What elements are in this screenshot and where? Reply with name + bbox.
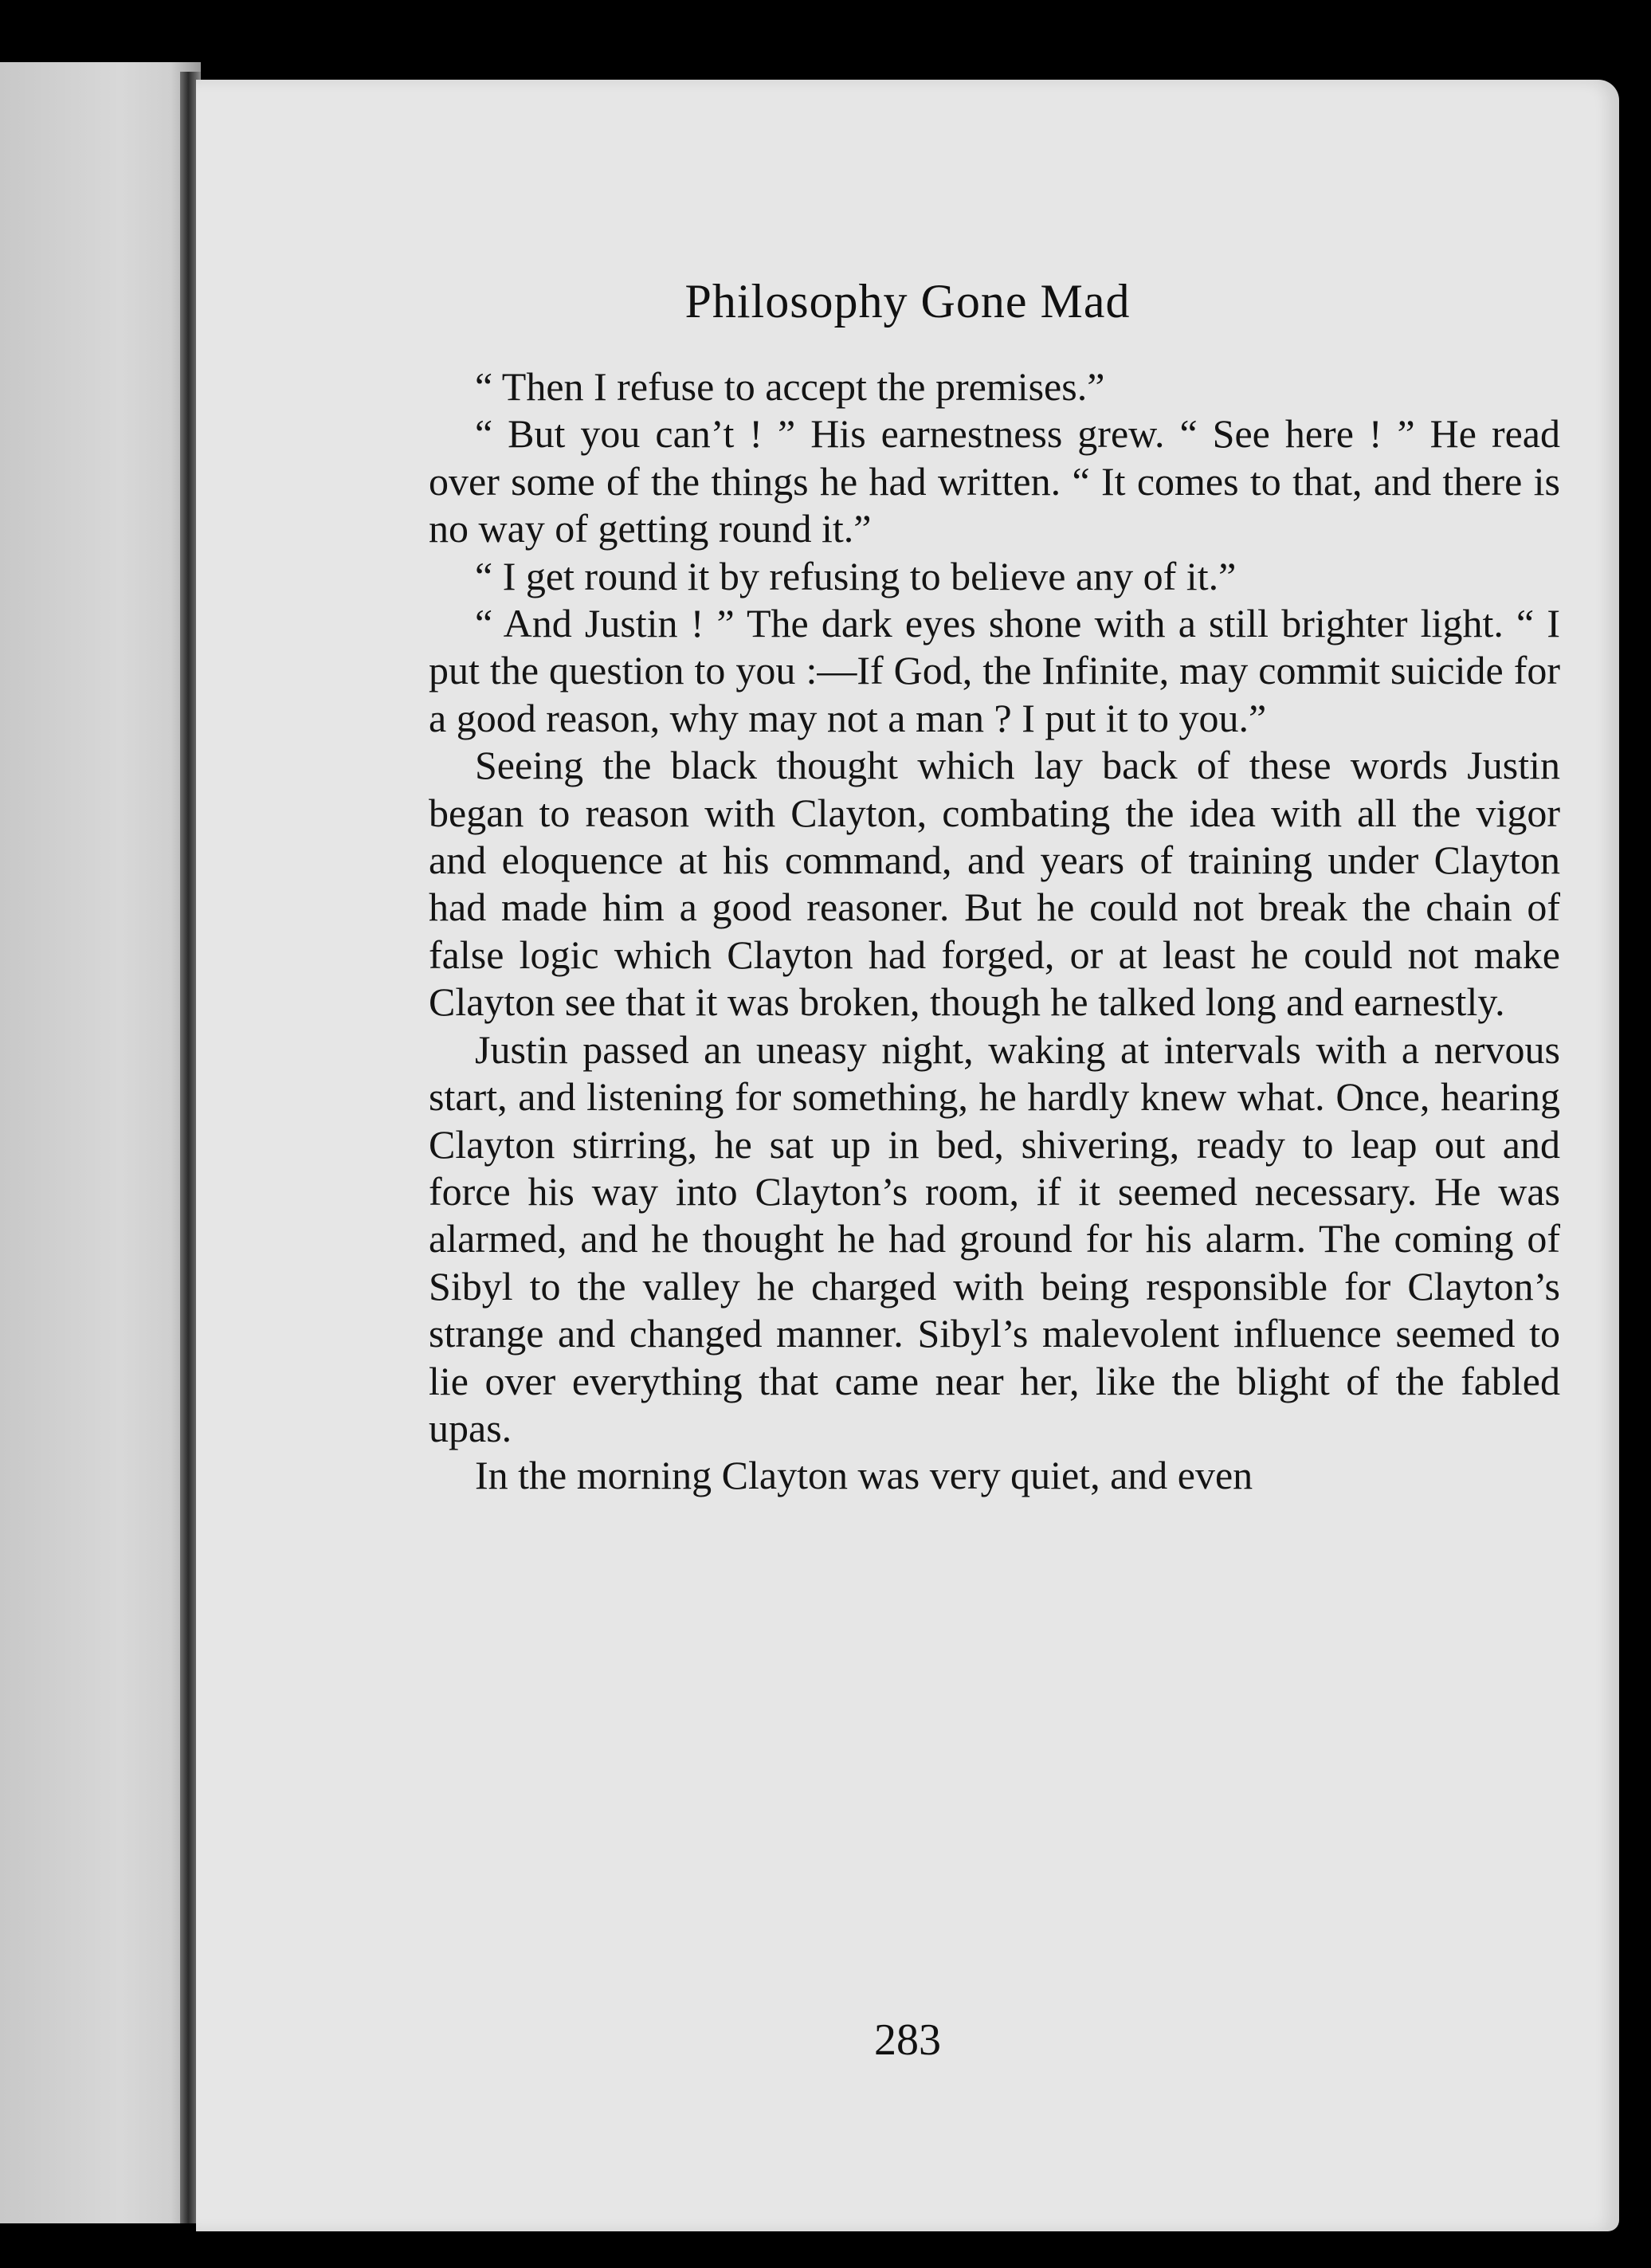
body-text — [429, 363, 1560, 1500]
page-number: 283 — [874, 2015, 941, 2065]
paragraph: “ And Justin ! ” The dark eyes shone with a still brighter light. “ I put the question to you :—If God, the Infinite, may commit suicide for a good reason, why may not a man ? I put it to you.” — [429, 601, 1560, 740]
running-head: Philosophy Gone Mad — [684, 275, 1131, 328]
paragraph: “ I get round it by refusing to believe any of it.” — [475, 553, 1237, 598]
paragraph: “ Then I refuse to accept the premises.” — [475, 364, 1105, 409]
paragraph: Justin passed an uneasy night, waking at intervals with a nervous start, and listening for something, he hardly knew what. Once, hearing Clayton stirring, he sat up in bed, shivering, ready to leap out and force his way into Clayton’s room, if it seemed necessary. He was alarmed, and he thought he had ground for his alarm. The coming of Sibyl to the valley he charged with being responsible for Clayton’s strange and changed manner. Sibyl’s malevolent influence seemed to lie over everything that came near her, like the blight of the fabled upas. — [429, 1026, 1560, 1450]
paragraph: In the morning Clayton was very quiet, and even — [475, 1453, 1253, 1498]
paragraph: Seeing the black thought which lay back of these words Justin began to reason with Clayton, combating the idea with all the vigor and eloquence at his command, and years of training under Clayton had made him a good reasoner. But he could not break the chain of false logic which Clayton had forged, or at least he could not make Clayton see that it was broken, though he talked long and earnestly. — [429, 743, 1560, 1025]
facing-page-edge — [0, 62, 201, 2223]
paragraph: “ But you can’t ! ” His earnestness grew. “ See here ! ” He read over some of the things he had written. “ It comes to that, and there is no way of getting round it.” — [429, 411, 1560, 551]
book-page — [196, 80, 1619, 2231]
